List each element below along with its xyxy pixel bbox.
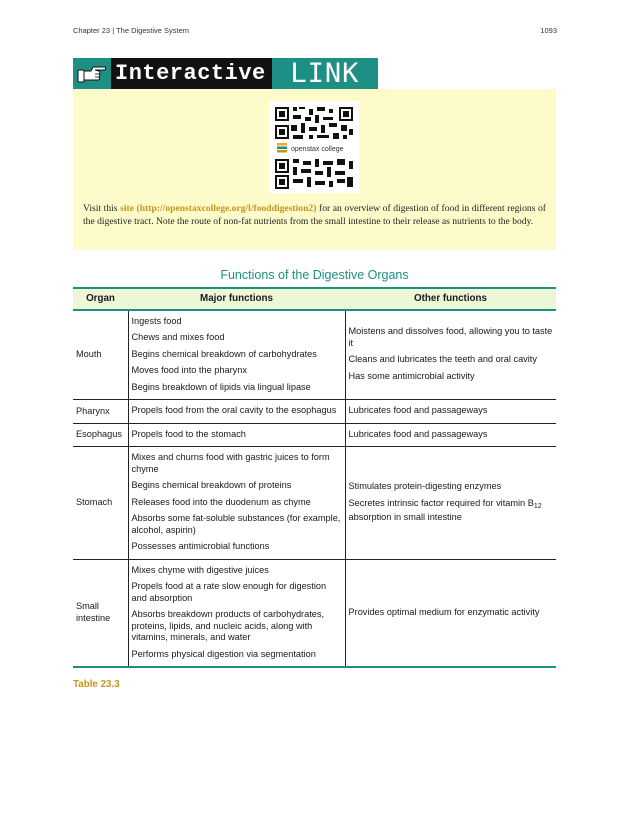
table-row xyxy=(73,447,556,560)
b12-text-after: absorption in small intestine xyxy=(348,512,462,522)
other-functions-cell xyxy=(345,447,556,560)
b12-text-before: Secretes intrinsic factor required for vitamin B xyxy=(348,497,534,508)
function-item-b12 xyxy=(349,496,554,527)
function-item: Lubricates food and passageways xyxy=(348,405,488,415)
header-organ: Organ xyxy=(73,288,128,310)
banner-interactive-word: Interactive xyxy=(111,58,272,89)
function-item: Propels food to the stomach xyxy=(131,428,246,439)
table-row xyxy=(73,310,556,400)
other-functions-cell xyxy=(345,310,556,400)
page-number: 1093 xyxy=(540,26,557,35)
function-item: Begins chemical breakdown of carbohydrates xyxy=(131,348,317,359)
function-item: Moistens and dissolves food, allowing you to taste it xyxy=(348,326,553,348)
header-other-functions: Other functions xyxy=(345,288,556,310)
function-item: Lubricates food and passageways xyxy=(348,428,488,439)
interactive-link-text xyxy=(83,202,546,228)
table-caption: Table 23.3 xyxy=(73,679,120,690)
function-item: Stimulates protein-digesting enzymes xyxy=(348,481,502,491)
interactive-link-box xyxy=(73,89,556,250)
other-functions-cell xyxy=(345,400,556,424)
function-item: Propels food from the oral cavity to the esophagus xyxy=(131,405,337,415)
banner-link-word: LINK xyxy=(272,58,378,89)
function-item: Absorbs breakdown products of carbohydrates, proteins, lipids, and nucleic acids, along with vitamins, minerals, and water xyxy=(131,609,325,642)
function-item: Mixes and churns food with gastric juices to form chyme xyxy=(131,452,330,474)
function-item: Provides optimal medium for enzymatic activity xyxy=(348,606,540,617)
table-row xyxy=(73,400,556,424)
table-title: Functions of the Digestive Organs xyxy=(220,268,409,282)
link-text-intro: Visit this xyxy=(83,203,121,214)
interactive-link-banner xyxy=(73,58,378,89)
function-item: Mixes chyme with digestive juices xyxy=(131,564,269,575)
major-functions-cell xyxy=(128,400,345,424)
function-item: Propels food at a rate slow enough for digestion and absorption xyxy=(131,581,327,603)
organ-cell: Pharynx xyxy=(73,400,128,424)
function-item: Begins breakdown of lipids via lingual lipase xyxy=(131,381,311,392)
pointing-hand-icon xyxy=(73,58,111,89)
function-item: Possesses antimicrobial functions xyxy=(131,541,270,551)
major-functions-cell xyxy=(128,423,345,447)
major-functions-cell xyxy=(128,447,345,560)
function-item: Chews and mixes food xyxy=(131,332,225,342)
function-item: Has some antimicrobial activity xyxy=(348,370,475,381)
function-item: Releases food into the duodenum as chyme xyxy=(131,496,311,507)
organ-cell: Esophagus xyxy=(73,423,128,447)
major-functions-cell xyxy=(128,310,345,400)
other-functions-cell xyxy=(345,559,556,667)
digestive-organs-table xyxy=(73,287,556,668)
function-item: Performs physical digestion via segmentation xyxy=(131,648,316,659)
table-row xyxy=(73,423,556,447)
organ-cell: Small intestine xyxy=(73,559,128,667)
link-text-body: for an overview of digestion of food in different regions of the digestive tract. Note the route of non-fat nutrients from the small intestine to their release as nutrients to the body. xyxy=(83,203,546,227)
qr-code[interactable] xyxy=(269,101,359,193)
function-item: Cleans and lubricates the teeth and oral cavity xyxy=(348,354,537,365)
b12-subscript: 12 xyxy=(533,502,542,510)
function-item: Ingests food xyxy=(131,315,182,326)
qr-brand-label: openstax college xyxy=(291,146,344,153)
function-item: Begins chemical breakdown of proteins xyxy=(131,480,292,490)
organ-cell: Stomach xyxy=(73,447,128,560)
function-item: Moves food into the pharynx xyxy=(131,365,247,375)
chapter-title: Chapter 23 | The Digestive System xyxy=(73,26,190,35)
other-functions-cell xyxy=(345,423,556,447)
table-header-row xyxy=(73,288,556,310)
major-functions-cell xyxy=(128,559,345,667)
site-link[interactable]: site (http://openstaxcollege.org/l/fooddigestion2) xyxy=(120,203,317,214)
running-header xyxy=(73,26,557,35)
organ-cell: Mouth xyxy=(73,310,128,400)
table-row xyxy=(73,559,556,667)
function-item: Absorbs some fat-soluble substances (for example, alcohol, aspirin) xyxy=(131,513,341,535)
header-major-functions: Major functions xyxy=(128,288,345,310)
